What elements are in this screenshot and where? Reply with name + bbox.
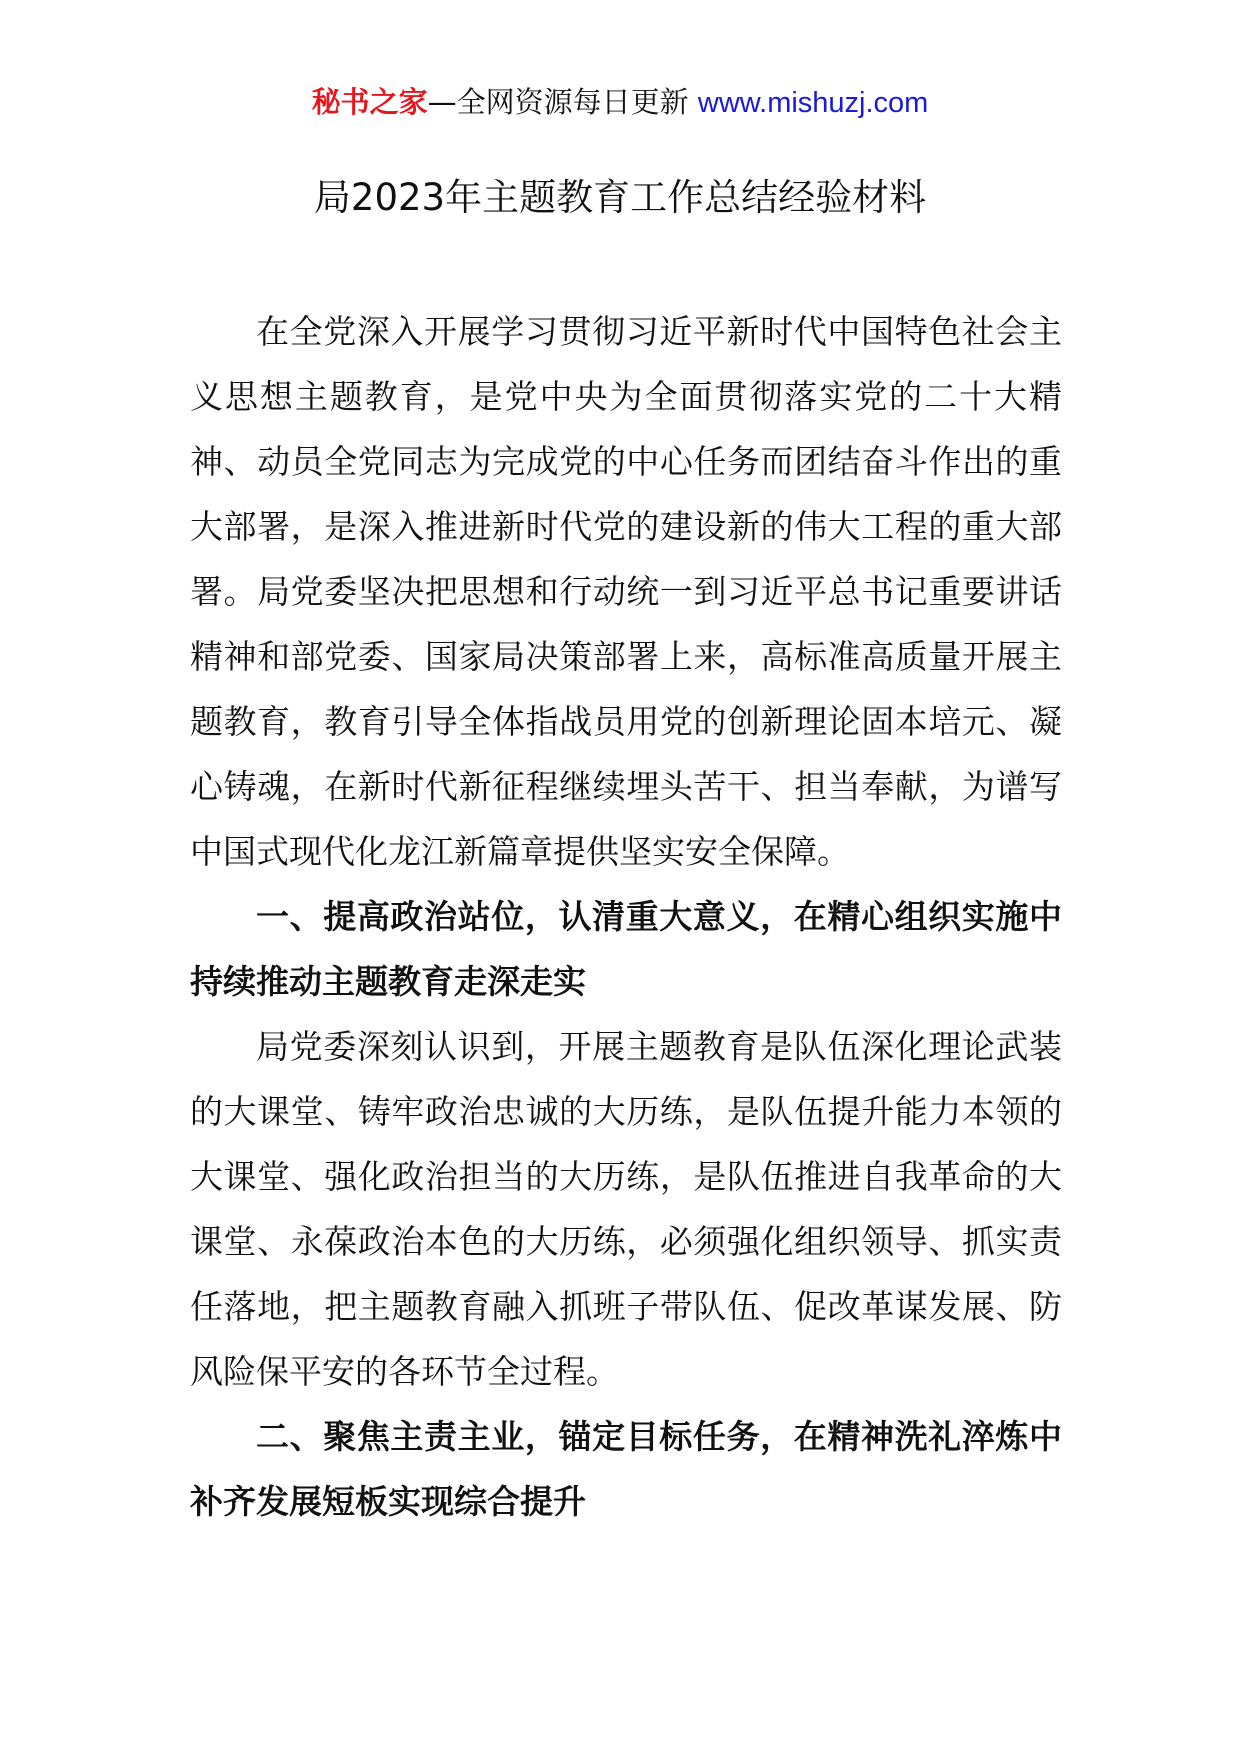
document-title: 局2023年主题教育工作总结经验材料	[313, 176, 927, 219]
document-body	[190, 299, 1062, 1534]
site-header	[0, 82, 1240, 123]
intro-paragraph: 在全党深入开展学习贯彻习近平新时代中国特色社会主义思想主题教育，是党中央为全面贯彻落实党的二十大精神、动员全党同志为完成党的中心任务而团结奋斗作出的重大部署，是深入推进新时代党的建设新的伟大工程的重大部署。局党委坚决把思想和行动统一到习近平总书记重要讲话精神和部党委、国家局决策部署上来，高标准高质量开展主题教育，教育引导全体指战员用党的创新理论固本培元、凝心铸魂，在新时代新征程继续埋头苦干、担当奉献，为谱写中国式现代化龙江新篇章提供坚实安全保障。	[190, 312, 1062, 871]
section-heading-2: 二、聚焦主责主业，锚定目标任务，在精神洗礼淬炼中补齐发展短板实现综合提升	[190, 1417, 1062, 1521]
brand-name: 秘书之家	[311, 85, 428, 119]
section-heading-1: 一、提高政治站位，认清重大意义，在精心组织实施中持续推动主题教育走深走实	[190, 897, 1062, 1001]
section-paragraph-1: 局党委深刻认识到，开展主题教育是队伍深化理论武装的大课堂、铸牢政治忠诚的大历练，是队伍提升能力本领的大课堂、强化政治担当的大历练，是队伍推进自我革命的大课堂、永葆政治本色的大历练，必须强化组织领导、抓实责任落地，把主题教育融入抓班子带队伍、促改革谋发展、防风险保平安的各环节全过程。	[190, 1027, 1062, 1391]
site-url-link[interactable]: www.mishuzj.com	[697, 87, 929, 119]
header-slogan: —全网资源每日更新	[427, 85, 689, 119]
